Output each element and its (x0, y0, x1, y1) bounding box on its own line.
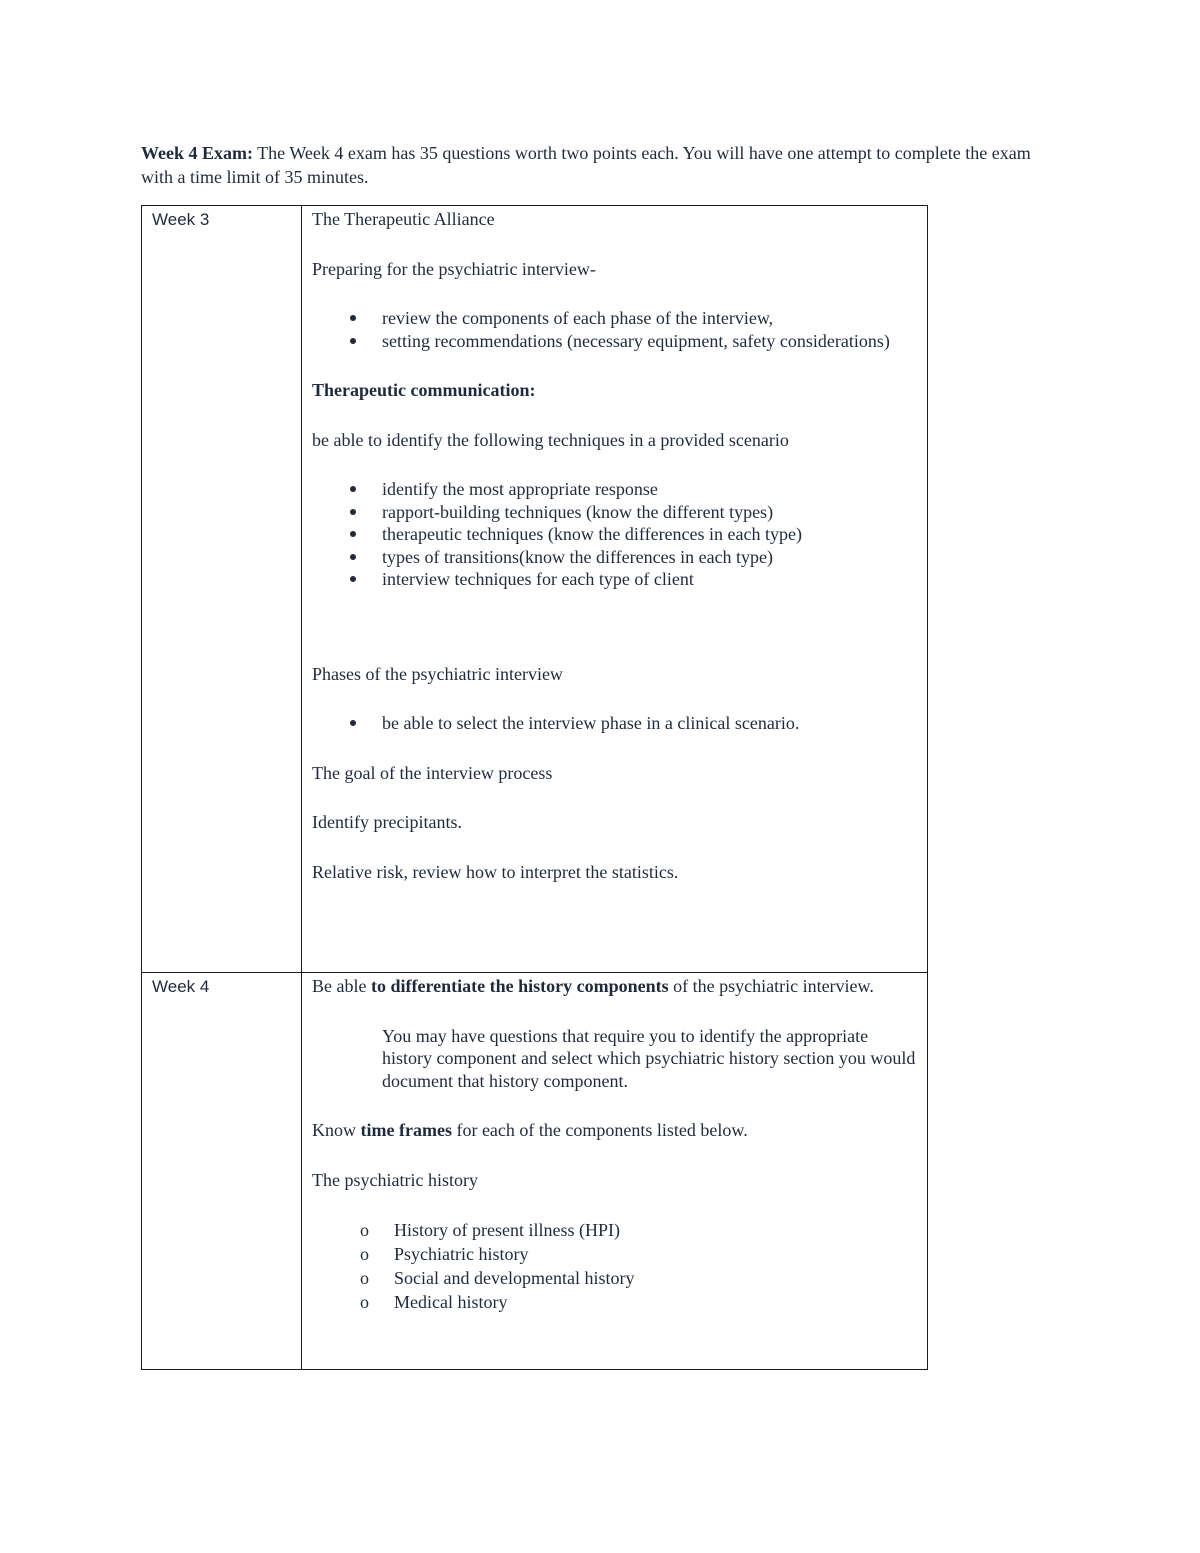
history-heading: The psychiatric history (312, 1169, 478, 1190)
communication-intro: be able to identify the following techniques in a provided scenario (312, 429, 789, 450)
goal-text: The goal of the interview process (312, 762, 553, 783)
list-item: identify the most appropriate response (382, 478, 921, 501)
list-item: rapport-building techniques (know the different types) (382, 501, 921, 524)
week-label: Week 4 (142, 973, 302, 1370)
list-item: therapeutic techniques (know the differences in each type) (382, 523, 921, 546)
preparing-list (312, 307, 921, 352)
list-item: review the components of each phase of the interview, (382, 307, 921, 330)
list-item: types of transitions(know the differences in each type) (382, 546, 921, 569)
week-label: Week 3 (142, 206, 302, 973)
topic-title: The Therapeutic Alliance (312, 209, 495, 229)
exam-intro (141, 141, 1051, 189)
list-item: be able to select the interview phase in a clinical scenario. (382, 712, 921, 735)
history-list (312, 1218, 921, 1314)
list-item: o History of present illness (HPI) (360, 1220, 620, 1240)
list-marker: o (360, 1220, 369, 1240)
list-marker: o (360, 1244, 369, 1264)
table-row-week-4 (142, 973, 928, 1370)
preparing-heading: Preparing for the psychiatric interview- (312, 258, 596, 279)
differentiate-text: Be able to differentiate the history components of the psychiatric interview. (312, 976, 874, 996)
week-4-content (302, 973, 928, 1370)
study-guide-table (141, 205, 928, 1370)
time-frames-text: Know time frames for each of the components listed below. (312, 1120, 748, 1140)
communication-list (312, 478, 921, 591)
phases-heading: Phases of the psychiatric interview (312, 663, 563, 684)
exam-intro-text: The Week 4 exam has 35 questions worth two points each. You will have one attempt to complete the exam with a time limit of 35 minutes. (141, 143, 1031, 187)
list-item: interview techniques for each type of client (382, 568, 921, 591)
communication-heading: Therapeutic communication: (312, 380, 536, 400)
list-item: o Social and developmental history (360, 1268, 635, 1288)
precipitants-text: Identify precipitants. (312, 812, 462, 832)
list-item: o Medical history (360, 1292, 508, 1312)
list-marker: o (360, 1268, 369, 1288)
list-item: o Psychiatric history (360, 1244, 529, 1264)
exam-intro-label: Week 4 Exam: (141, 143, 253, 163)
list-item: setting recommendations (necessary equipment, safety considerations) (382, 330, 921, 353)
list-marker: o (360, 1292, 369, 1312)
relative-risk-text: Relative risk, review how to interpret the statistics. (312, 861, 679, 882)
differentiate-bold: to differentiate the history components (370, 976, 669, 996)
time-frames-bold: time frames (360, 1120, 452, 1140)
table-row-week-3 (142, 206, 928, 973)
phases-list (312, 712, 921, 735)
week-3-content (302, 206, 928, 973)
history-note: You may have questions that require you to identify the appropriate history component and select which psychiatric history section you would document that history component. (382, 1025, 916, 1091)
